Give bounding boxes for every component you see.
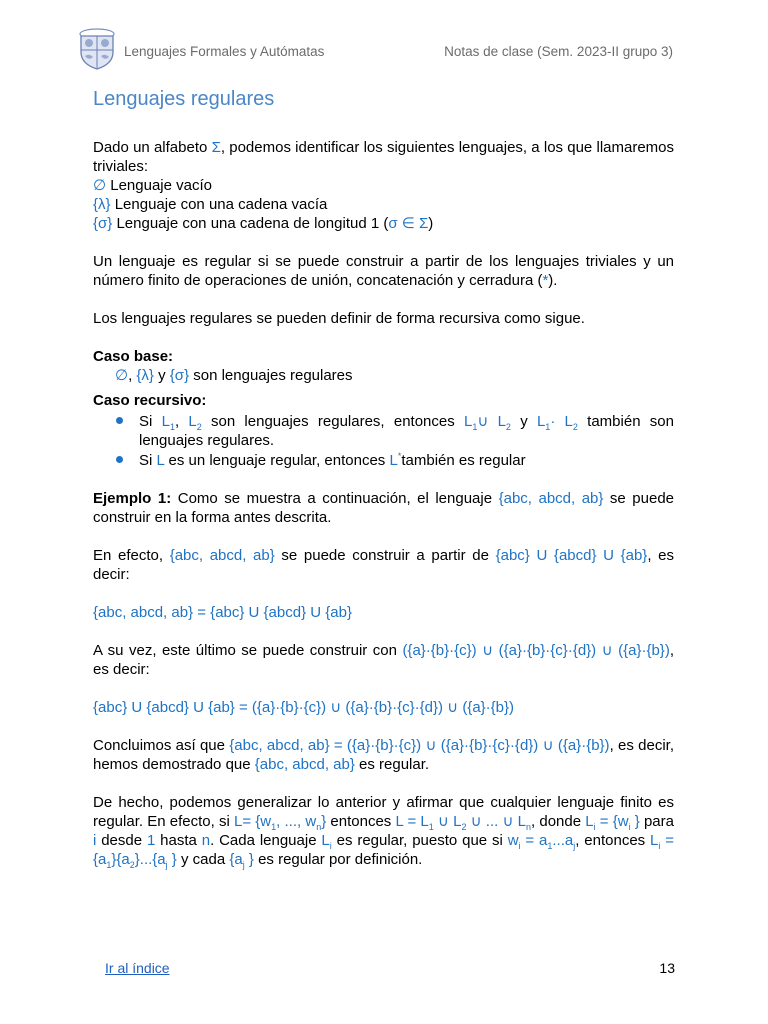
gen-aj: {$a_j$ } bbox=[229, 851, 254, 870]
gen-Li-2: $L_i$ bbox=[321, 832, 332, 851]
item2-si: Si bbox=[139, 452, 157, 469]
trivial-empty bbox=[93, 176, 674, 195]
item1-si: Si bbox=[139, 413, 162, 430]
example-text-a: Como se muestra a continuación, el lenguaje bbox=[171, 490, 499, 507]
lambda-set-symbol: {λ} bbox=[93, 196, 111, 213]
example-1 bbox=[93, 489, 674, 527]
intro-text: Dado un alfabeto bbox=[93, 139, 208, 156]
star-sup: * bbox=[397, 451, 402, 461]
efecto-set: {abc, abcd, ab} bbox=[169, 547, 275, 564]
suvez-expr: ({a}·{b}·{c}) ∪ ({a}·{b}·{c}·{d}) ∪ ({a}·{b}) bbox=[402, 642, 670, 659]
base-lambda: {λ} bbox=[136, 367, 154, 384]
university-logo-icon bbox=[76, 26, 118, 70]
generalize-paragraph bbox=[93, 793, 674, 869]
conclusion-set: {abc, abcd, ab} bbox=[254, 756, 355, 773]
gen-k: , entonces bbox=[575, 832, 651, 849]
sigma-set-text: Lenguaje con una cadena de longitud 1 ( bbox=[112, 215, 389, 232]
equation-1: {abc, abcd, ab} = {abc} U {abcd} U {ab} bbox=[93, 604, 352, 621]
conclusion-b: , es decir, hemos demostrado que bbox=[93, 737, 674, 773]
recursive-definition: Los lenguajes regulares se pueden definir de forma recursiva como sigue. bbox=[93, 310, 585, 327]
L2: $L_2$ bbox=[188, 413, 202, 432]
empty-set-symbol: ∅ bbox=[93, 177, 107, 194]
regular-def-close: ). bbox=[548, 272, 558, 289]
gen-f: hasta bbox=[155, 832, 202, 849]
list-item bbox=[93, 451, 674, 470]
regular-definition bbox=[93, 252, 674, 290]
intro-paragraph bbox=[93, 138, 674, 176]
example-set: {abc, abcd, ab} bbox=[498, 490, 604, 507]
equation-2: {abc} U {abcd} U {ab} = ({a}·{b}·{c}) ∪ ({a}·{b}·{c}·{d}) ∪ ({a}·{b}) bbox=[93, 699, 515, 716]
section-title: Lenguajes regulares bbox=[93, 88, 275, 110]
page-content bbox=[93, 86, 674, 869]
base-sep1: , bbox=[128, 367, 137, 384]
lambda-set-text: Lenguaje con una cadena vacía bbox=[110, 196, 328, 213]
efecto-c: , es decir: bbox=[93, 547, 674, 583]
recursive-case-list bbox=[93, 412, 674, 470]
intro-text-b: , podemos identificar los siguientes lenguajes, a los que llamaremos triviales: bbox=[93, 139, 675, 175]
base-sep2: y bbox=[153, 367, 170, 384]
gen-n: n bbox=[201, 832, 211, 849]
union-expr: $L_1\cup$ $L_2$ bbox=[463, 413, 511, 432]
item2-L: L bbox=[156, 452, 165, 469]
gen-b: entonces bbox=[326, 813, 396, 830]
gen-a: De hecho, podemos generalizar lo anterior y afirmar que cualquier lenguaje finito es regular. En efecto, si bbox=[93, 794, 674, 830]
gen-L-def: $L= \{w_1$, ..., $w_n$} bbox=[233, 813, 327, 832]
sigma-set-symbol: {σ} bbox=[93, 215, 113, 232]
efecto-b: se puede construir a partir de bbox=[274, 547, 496, 564]
index-link[interactable]: Ir al índice bbox=[105, 960, 170, 976]
kleene-star: * bbox=[542, 272, 549, 289]
concat-expr: $L_1\cdot L_2$ bbox=[536, 413, 578, 432]
header-notes-label: Notas de clase (Sem. 2023-II grupo 3) bbox=[444, 44, 673, 59]
gen-L-union: $L = L_1$ ∪ $L_2$ ∪ ... ∪ $L_n$ bbox=[395, 813, 532, 832]
gen-one: 1 bbox=[146, 832, 156, 849]
gen-Li: $L_i = \{w_i$ } bbox=[585, 813, 640, 832]
base-empty: ∅ bbox=[115, 367, 129, 384]
gen-c: , donde bbox=[531, 813, 586, 830]
conclusion-expr: {abc, abcd, ab} = ({a}·{b}·{c}) ∪ ({a}·{b}·{c}·{d}) ∪ ({a}·{b}) bbox=[229, 737, 610, 754]
bullet-icon bbox=[116, 456, 123, 463]
gen-m: es regular por definición. bbox=[253, 851, 423, 868]
efecto-union: {abc} U {abcd} U {ab} bbox=[495, 547, 648, 564]
regular-def-text: Un lenguaje es regular si se puede construir a partir de los lenguajes triviales y un número finito de operaciones de unión, concatenación y cerradura ( bbox=[93, 253, 674, 289]
bullet-icon bbox=[116, 417, 123, 424]
sigma-close: ) bbox=[428, 215, 434, 232]
base-case-line bbox=[93, 366, 674, 385]
trivial-sigma bbox=[93, 214, 674, 233]
gen-g: . Cada lenguaje bbox=[210, 832, 322, 849]
page-number: 13 bbox=[659, 960, 675, 976]
base-text: son lenguajes regulares bbox=[189, 367, 353, 384]
suvez-a: A su vez, este último se puede construir con bbox=[93, 642, 403, 659]
gen-h: es regular, puesto que si bbox=[331, 832, 508, 849]
example-label: Ejemplo 1: bbox=[93, 490, 172, 507]
example-text-b: se puede construir en la forma antes descrita. bbox=[93, 490, 675, 526]
conclusion-paragraph bbox=[93, 736, 674, 774]
sigma-symbol: Σ bbox=[211, 139, 221, 156]
conclusion-a: Concluimos así que bbox=[93, 737, 230, 754]
L1: $L_1$ bbox=[161, 413, 175, 432]
base-sigma: {σ} bbox=[169, 367, 190, 384]
item1-tail: también son lenguajes regulares. bbox=[139, 413, 674, 449]
suvez-b: , es decir: bbox=[93, 642, 674, 678]
list-item: Si $L_1$, $L_2$ son lenguajes regulares, entonces $L_1\cup$ $L_2$ y $L_1\cdot L_2$ también son lenguajes regulares. bbox=[93, 412, 674, 450]
empty-set-text: Lenguaje vacío bbox=[106, 177, 212, 194]
efecto-a: En efecto, bbox=[93, 547, 170, 564]
recursive-case-heading: Caso recursivo: bbox=[93, 392, 207, 409]
gen-i: i bbox=[93, 832, 97, 849]
item1-mid: son lenguajes regulares, entonces bbox=[201, 413, 464, 430]
item2-mid: es un lenguaje regular, entonces bbox=[164, 452, 390, 469]
gen-d: para bbox=[639, 813, 674, 830]
trivial-lambda bbox=[93, 195, 674, 214]
efecto-paragraph bbox=[93, 546, 674, 584]
header-course-title: Lenguajes Formales y Autómatas bbox=[124, 44, 325, 59]
gen-wi: $w_i = a_1...a_j$ bbox=[507, 832, 576, 851]
page-header bbox=[0, 0, 768, 80]
sigma-membership: σ ∈ Σ bbox=[388, 215, 429, 232]
suvez-paragraph bbox=[93, 641, 674, 679]
item2-tail: también es regular bbox=[401, 452, 526, 469]
gen-Li-concat: $L_i = \{a_1\}\{a_2\}...\{a_j$ } bbox=[93, 832, 674, 870]
gen-e: desde bbox=[96, 832, 147, 849]
gen-l: y cada bbox=[176, 851, 230, 868]
base-case-heading: Caso base: bbox=[93, 348, 174, 365]
conclusion-c: es regular. bbox=[354, 756, 430, 773]
star-expr: L* bbox=[389, 451, 402, 469]
